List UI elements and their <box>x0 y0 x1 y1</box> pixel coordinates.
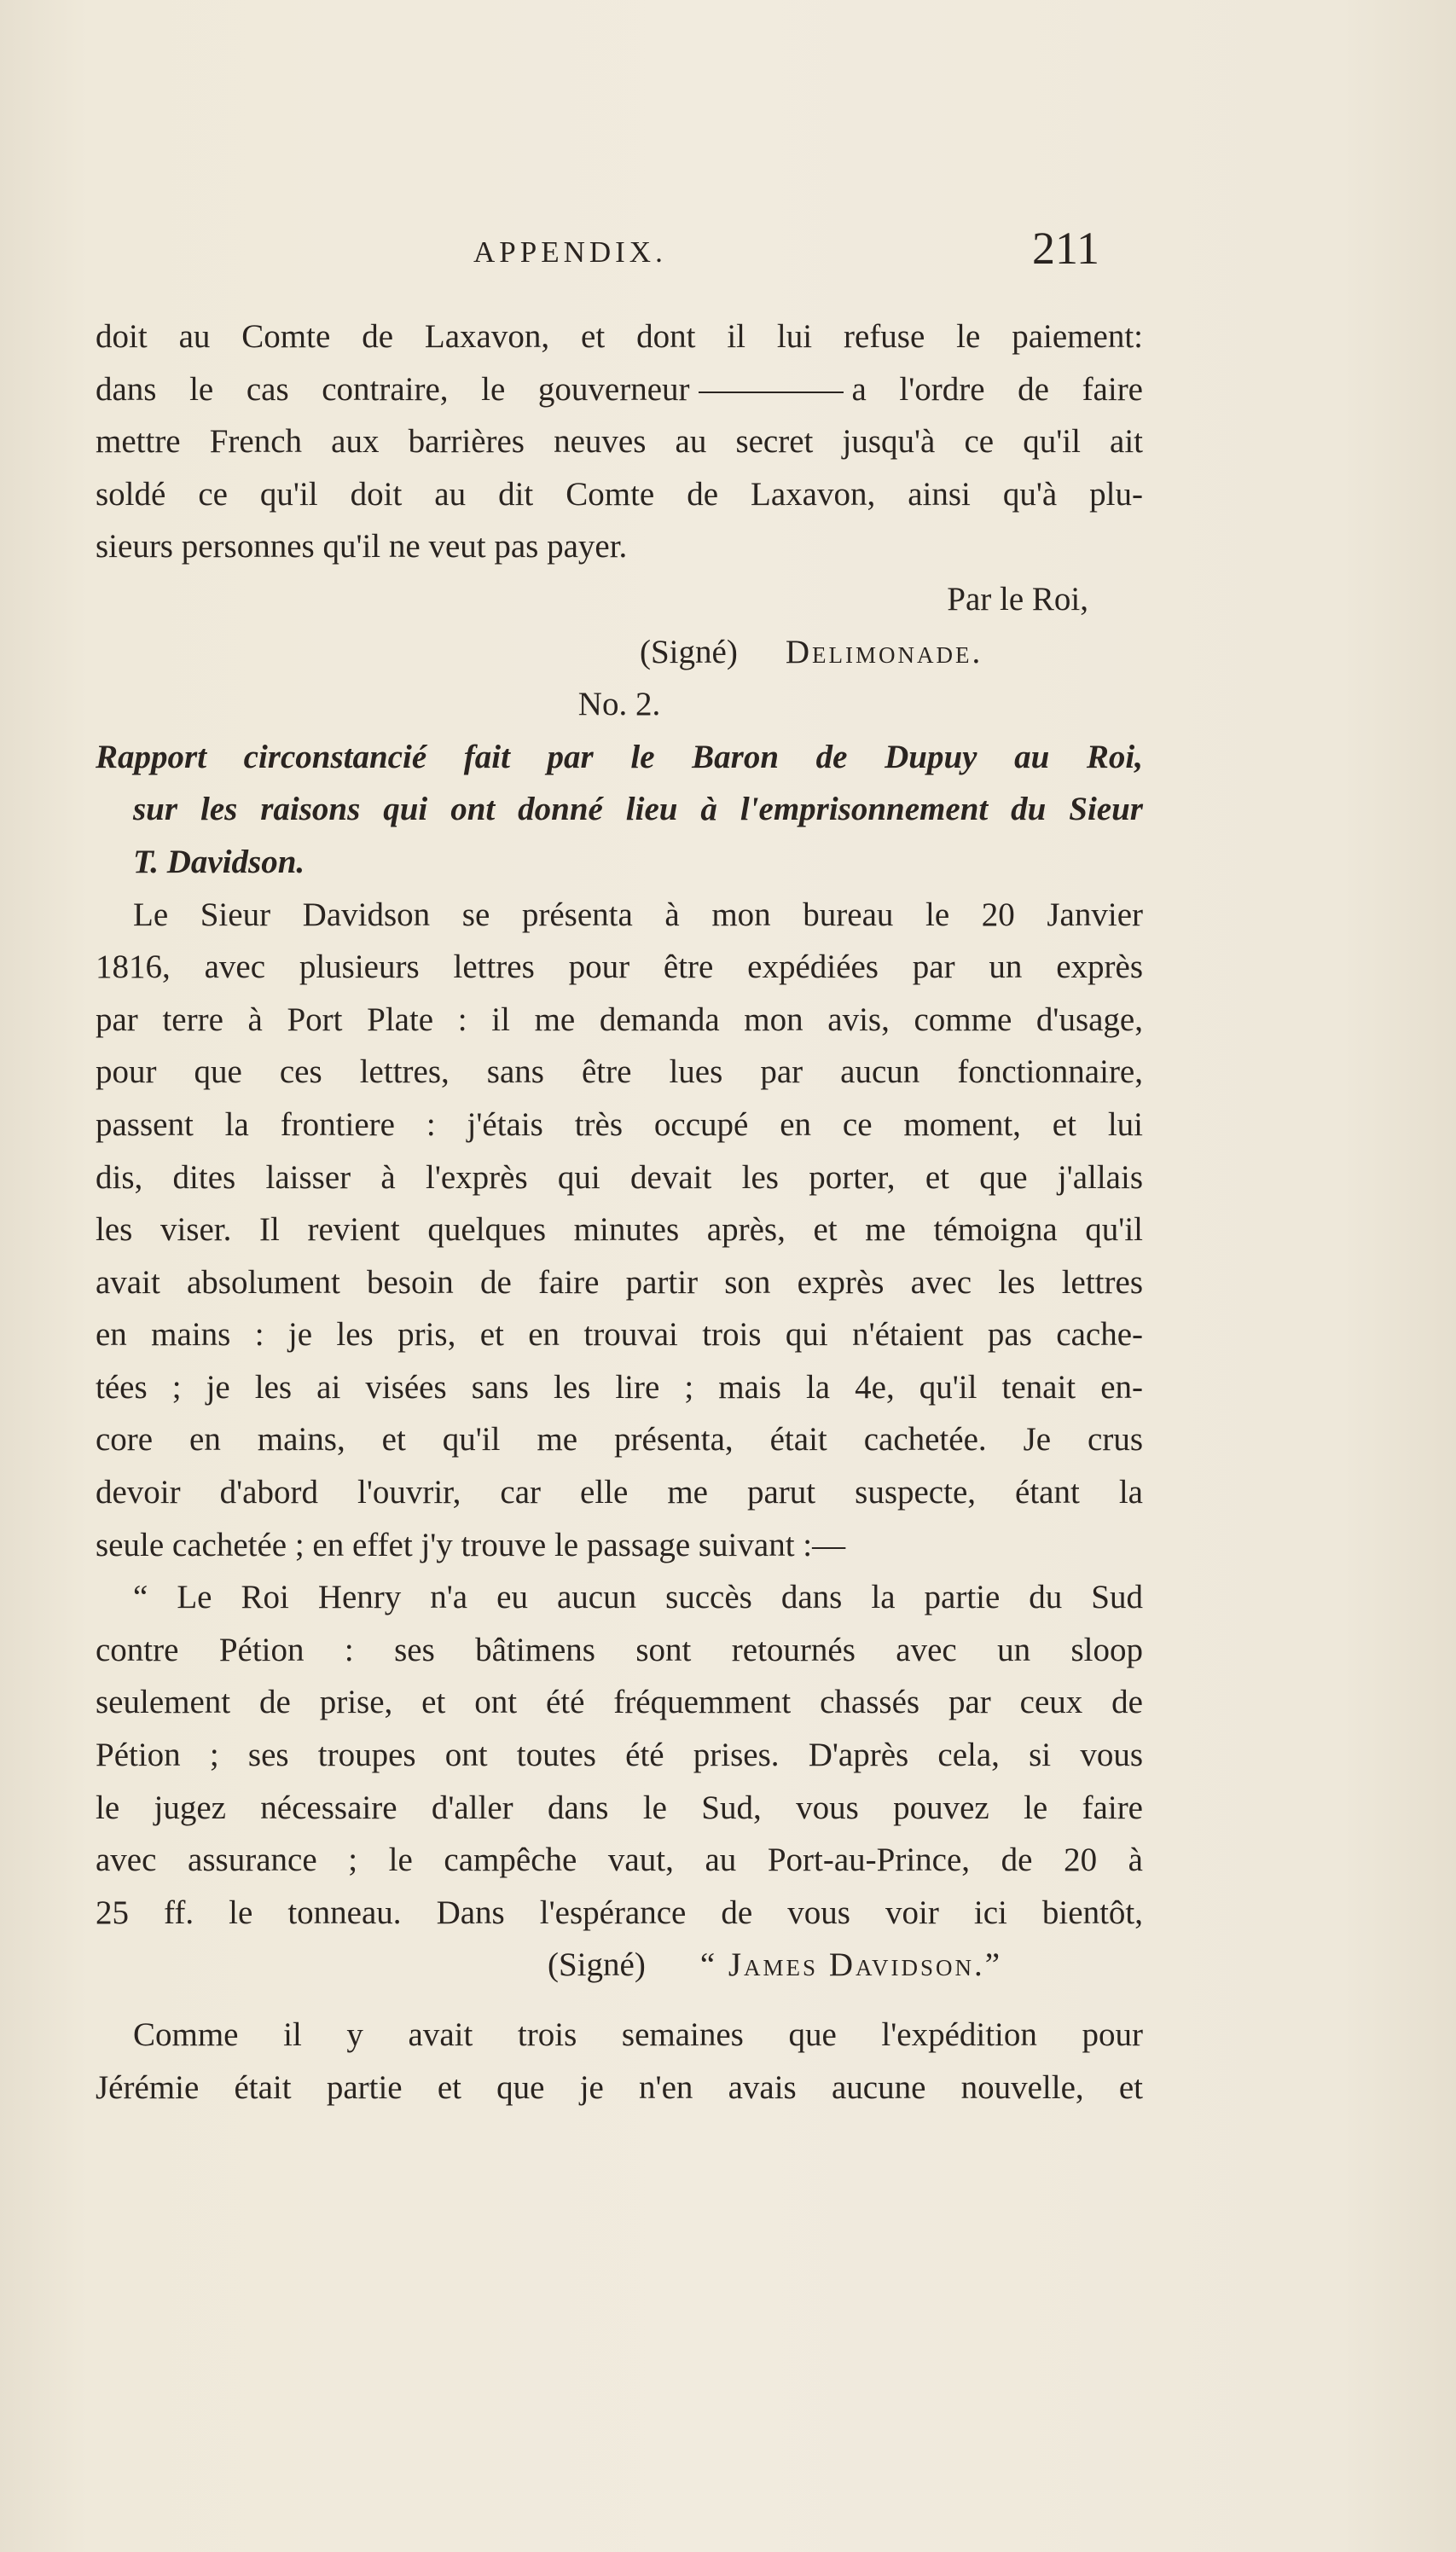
decree-line-4: soldé ce qu'il doit au dit Comte de Laxavon, ainsi qu'à plu- <box>96 475 1143 513</box>
quote-line-1: “ Le Roi Henry n'a eu aucun succès dans la partie du Sud <box>133 1579 1143 1616</box>
quote-line-3: seulement de prise, et ont été fréquemment chassés par ceux de <box>96 1684 1143 1721</box>
quote-signatory: “ James Davidson.” <box>699 1946 1003 1984</box>
report-line-3: par terre à Port Plate : il me demanda mon avis, comme d'usage, <box>96 1000 1143 1038</box>
report-line-11: core en mains, et qu'il me présenta, était cachetée. Je crus <box>96 1421 1143 1459</box>
report-line-2: 1816, avec plusieurs lettres pour être expédiées par un exprès <box>96 948 1143 986</box>
report-line-4: pour que ces lettres, sans être lues par aucun fonctionnaire, <box>96 1053 1143 1091</box>
decree-signatory: Delimonade. <box>785 633 983 670</box>
by-the-king <box>96 573 1143 626</box>
paragraph-gap <box>96 1992 1143 2009</box>
running-head: APPENDIX. <box>473 235 667 269</box>
quote-line-2: contre Pétion : ses bâtimens sont retournés avec un sloop <box>96 1631 1143 1668</box>
report-line-7: les viser. Il revient quelques minutes après, et me témoigna qu'il <box>96 1211 1143 1249</box>
section-heading-line-1: Rapport circonstancié fait par le Baron de Dupuy au Roi, <box>96 738 1143 775</box>
decree-line-2-part-a: dans le cas contraire, le gouverneur <box>96 370 690 408</box>
quote-signature <box>96 1939 1143 1992</box>
quote-line-7: 25 ff. le tonneau. Dans l'espérance de vous voir ici bientôt, <box>96 1894 1143 1931</box>
page-body <box>96 310 1143 2114</box>
closing-line-1: Comme il y avait trois semaines que l'expédition pour <box>133 2016 1143 2053</box>
decree-line-1: doit au Comte de Laxavon, et dont il lui refuse le paiement: <box>96 318 1143 355</box>
section-heading-line-3: T. Davidson. <box>133 843 305 880</box>
closing-line-2: Jérémie était partie et que je n'en avais aucune nouvelle, et <box>96 2068 1143 2106</box>
section-number: No. 2. <box>577 686 661 723</box>
report-line-8: avait absolument besoin de faire partir son exprès avec les lettres <box>96 1263 1143 1301</box>
report-line-1: Le Sieur Davidson se présenta à mon bureau le 20 Janvier <box>133 896 1143 933</box>
quote-line-5: le jugez nécessaire d'aller dans le Sud, vous pouvez le faire <box>96 1789 1143 1826</box>
quote-line-6: avec assurance ; le campêche vaut, au Port-au-Prince, de 20 à <box>96 1842 1143 1879</box>
report-line-5: passent la frontiere : j'étais très occupé en ce moment, et lui <box>96 1105 1143 1143</box>
page-number: 211 <box>1032 223 1099 274</box>
decree-signature <box>96 626 1143 679</box>
blank-dash <box>699 392 844 393</box>
quote-signed-label: (Signé) <box>548 1946 646 1984</box>
report-line-6: dis, dites laisser à l'exprès qui devait les porter, et que j'allais <box>96 1158 1143 1196</box>
decree-line-2 <box>96 363 1143 416</box>
quote-line-4: Pétion ; ses troupes ont toutes été prises. D'après cela, si vous <box>96 1737 1143 1774</box>
decree-line-2-part-b: a l'ordre de faire <box>851 370 1143 408</box>
by-line-text: Par le Roi, <box>947 580 1088 618</box>
report-line-12: devoir d'abord l'ouvrir, car elle me parut suspecte, étant la <box>96 1474 1143 1511</box>
section-heading-line-2: sur les raisons qui ont donné lieu à l'emprisonnement du Sieur <box>133 791 1143 828</box>
page-header <box>0 220 1456 274</box>
report-line-10: tées ; je les ai visées sans les lire ; mais la 4e, qu'il tenait en- <box>96 1368 1143 1406</box>
report-line-13: seule cachetée ; en effet j'y trouve le passage suivant :— <box>96 1526 846 1563</box>
report-line-9: en mains : je les pris, et en trouvai trois qui n'étaient pas cache- <box>96 1316 1143 1354</box>
decree-line-3: mettre French aux barrières neuves au secret jusqu'à ce qu'il ait <box>96 423 1143 461</box>
decree-line-5: sieurs personnes qu'il ne veut pas payer. <box>96 528 628 566</box>
decree-signed-label: (Signé) <box>640 633 738 670</box>
